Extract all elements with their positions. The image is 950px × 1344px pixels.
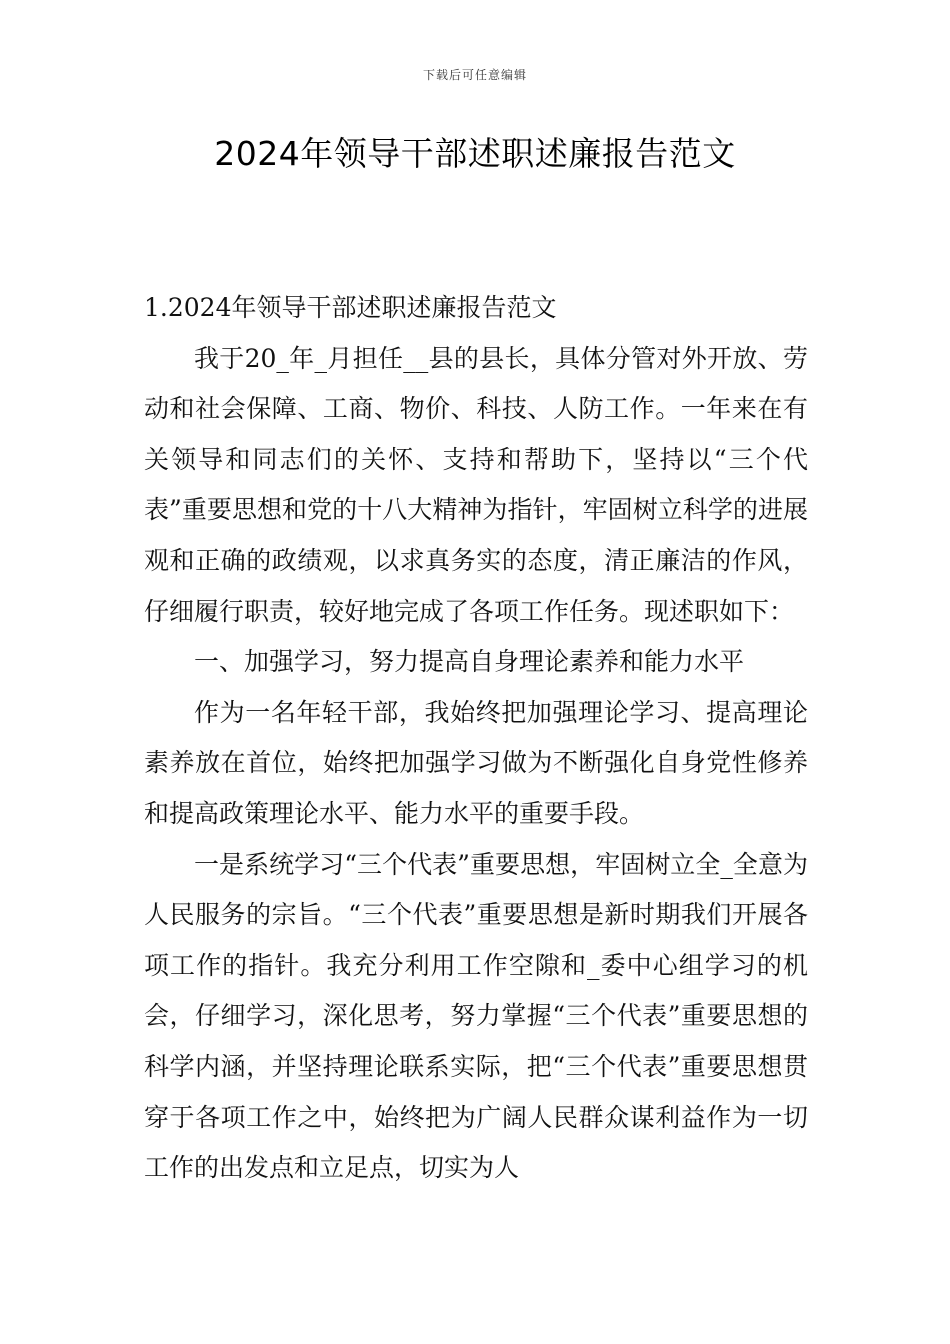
paragraph-study: 作为一名年轻干部，我始终把加强理论学习、提高理论素养放在首位，始终把加强学习做为不断强化自身党性修养和提高政策理论水平、能力水平的重要手段。 — [144, 697, 808, 828]
paragraph-intro: 我于20_年_月担任__县的县长，具体分管对外开放、劳动和社会保障、工商、物价、科技、人防工作。一年来在有关领导和同志们的关怀、支持和帮助下，坚持以“三个代表”重要思想和党的十八大精神为指针，牢固树立科学的进展观和正确的政绩观，以求真务实的态度，清正廉洁的作风，仔细履行职责，较好地完成了各项工作任务。现述职如下： — [144, 343, 808, 626]
document-title: 2024年领导干部述职述廉报告范文 — [214, 134, 736, 173]
subheading-study: 一、加强学习，努力提高自身理论素养和能力水平 — [194, 647, 745, 677]
section-heading: 1.2024年领导干部述职述廉报告范文 — [144, 293, 557, 322]
header-note: 下载后可任意编辑 — [422, 68, 527, 82]
paragraph-three-represents: 一是系统学习“三个代表”重要思想，牢固树立全_全意为人民服务的宗旨。“三个代表”重要思想是新时期我们开展各项工作的指针。我充分利用工作空隙和_委中心组学习的机会，仔细学习，深化思考，努力掌握“三个代表”重要思想的科学内涵，并坚持理论联系实际，把“三个代表”重要思想贯穿于各项工作之中，始终把为广阔人民群众谋利益作为一切工作的出发点和立足点，切实为人 — [144, 849, 808, 1183]
document-body — [144, 283, 808, 1194]
